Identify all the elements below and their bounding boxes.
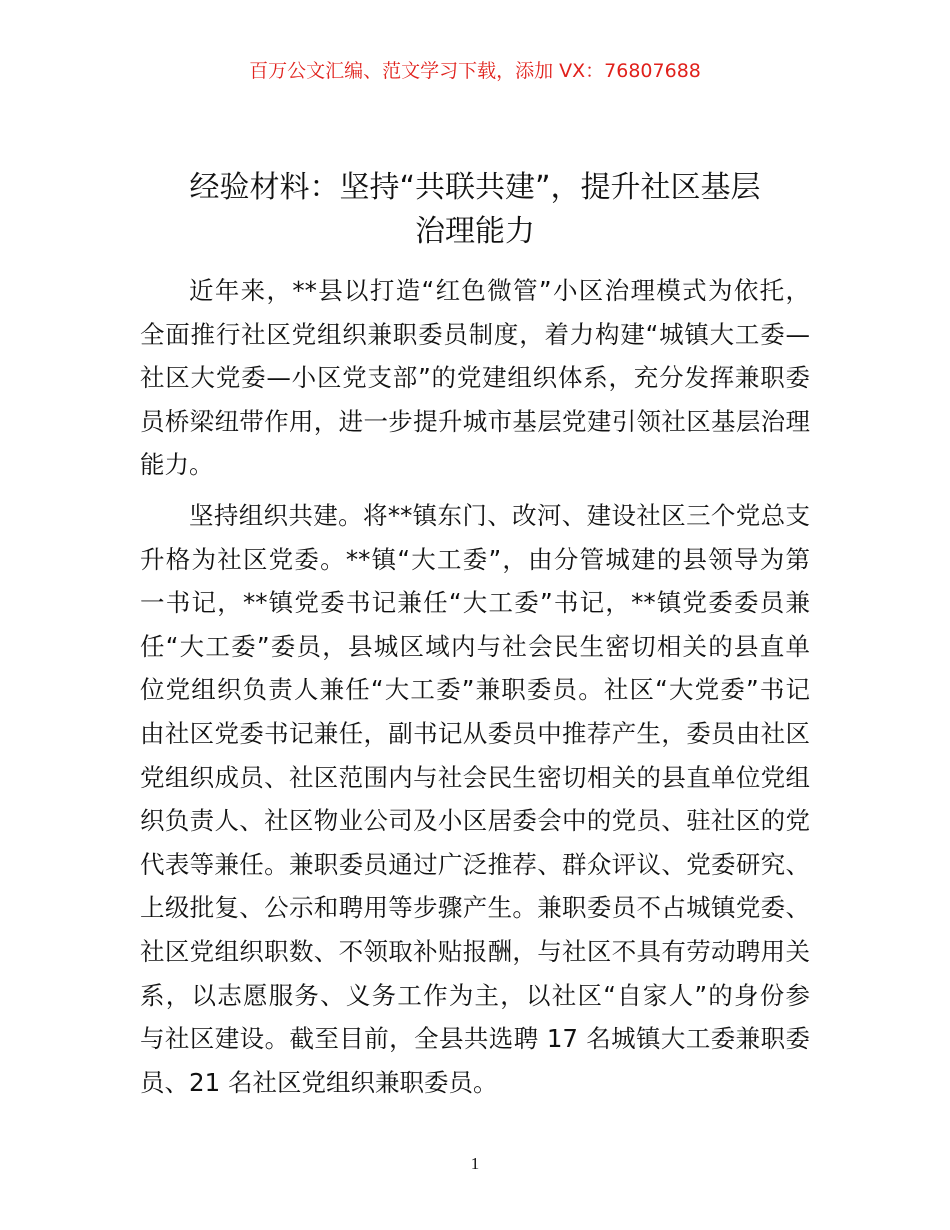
title-line-2: 治理能力 bbox=[415, 214, 535, 249]
title-line-1: 经验材料：坚持“共联共建”，提升社区基层 bbox=[189, 170, 761, 205]
page-number: 1 bbox=[470, 1154, 480, 1173]
paragraph-line: 一书记，**镇党委书记兼任“大工委”书记，**镇党委委员兼 bbox=[140, 588, 810, 618]
paragraph-line: 代表等兼任。兼职委员通过广泛推荐、群众评议、党委研究、 bbox=[140, 849, 810, 879]
document-title bbox=[140, 166, 810, 254]
paragraph-line: 社区党组织职数、不领取补贴报酬，与社区不具有劳动聘用关 bbox=[140, 936, 810, 966]
watermark-header: 百万公文汇编、范文学习下载，添加 VX：76807688 bbox=[249, 60, 701, 82]
paragraph-line: 上级批复、公示和聘用等步骤产生。兼职委员不占城镇党委、 bbox=[140, 893, 810, 923]
paragraph-line: 坚持组织共建。将**镇东门、改河、建设社区三个党总支 bbox=[189, 501, 810, 530]
paragraph-line: 社区大党委—小区党支部”的党建组织体系，充分发挥兼职委 bbox=[140, 363, 810, 393]
paragraph-line: 任“大工委”委员，县城区域内与社会民生密切相关的县直单 bbox=[140, 631, 810, 661]
paragraph-line: 能力。 bbox=[140, 450, 214, 480]
paragraph-line: 与社区建设。截至目前，全县共选聘 17 名城镇大工委兼职委 bbox=[140, 1024, 810, 1054]
paragraph-line: 员桥梁纽带作用，进一步提升城市基层党建引领社区基层治理 bbox=[140, 406, 810, 436]
paragraph-line: 织负责人、社区物业公司及小区居委会中的党员、驻社区的党 bbox=[140, 806, 810, 836]
paragraph-organization bbox=[140, 494, 810, 1104]
paragraph-line: 升格为社区党委。**镇“大工委”，由分管城建的县领导为第 bbox=[140, 544, 810, 574]
paragraph-line: 由社区党委书记兼任，副书记从委员中推荐产生，委员由社区 bbox=[140, 718, 810, 748]
paragraph-line: 系，以志愿服务、义务工作为主，以社区“自家人”的身份参 bbox=[140, 980, 810, 1010]
paragraph-line: 位党组织负责人兼任“大工委”兼职委员。社区“大党委”书记 bbox=[140, 675, 810, 705]
paragraph-line: 全面推行社区党组织兼职委员制度，着力构建“城镇大工委— bbox=[140, 319, 810, 349]
paragraph-line: 近年来，**县以打造“红色微管”小区治理模式为依托， bbox=[189, 276, 810, 305]
paragraph-line: 党组织成员、社区范围内与社会民生密切相关的县直单位党组 bbox=[140, 762, 810, 792]
paragraph-intro bbox=[140, 269, 810, 487]
paragraph-line: 员、21 名社区党组织兼职委员。 bbox=[140, 1067, 498, 1097]
